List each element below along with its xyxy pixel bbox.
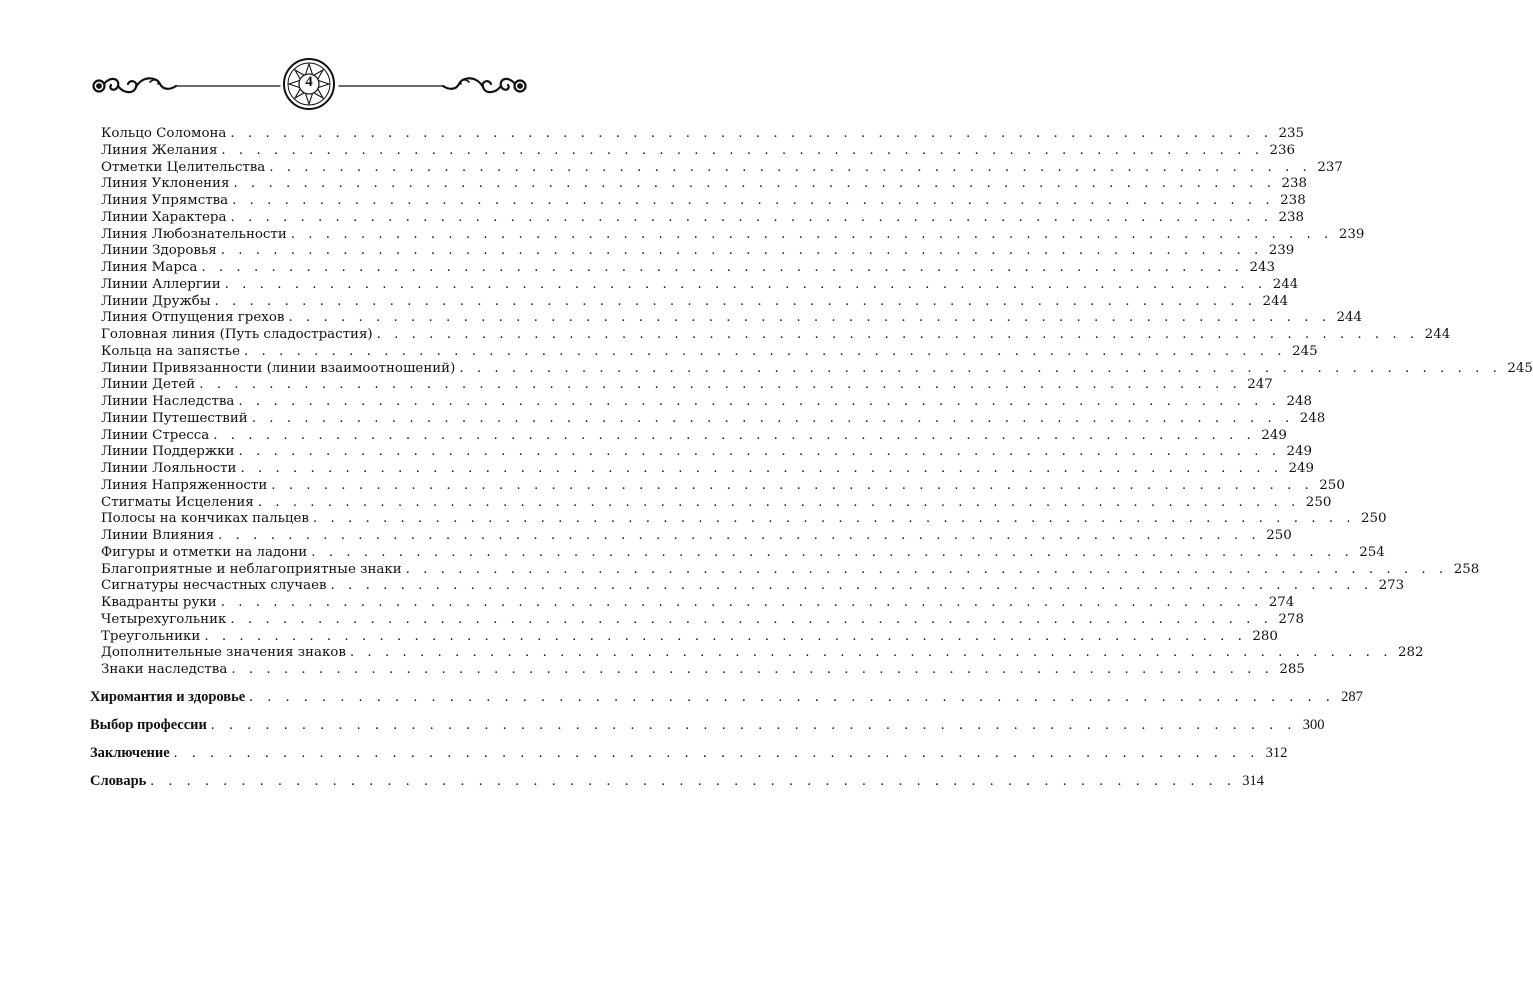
left-scroll-ornament-icon [94,78,281,92]
page-number: 4 [305,74,313,90]
dot-leader: . . . . . . . . . . . . . . . . . . . . . . . . . . . . . . . . . . . . . . . . . . . . . . . . . . . . . . . . . . . . [201,260,1244,275]
toc-entry[interactable] [101,444,1313,460]
toc-entry[interactable] [101,327,1451,343]
toc-entry-page: 238 [1281,176,1308,192]
toc-entry-page: 238 [1280,193,1306,208]
toc-entry-title: Линия Любознательности [101,226,287,242]
toc-entry[interactable] [101,578,1405,594]
toc-chapter[interactable] [90,773,1264,789]
toc-entry[interactable] [101,176,1308,192]
dot-leader: . . . . . . . . . . . . . . . . . . . . . . . . . . . . . . . . . . . . . . . . . . . . . . . . . . . . . . . . . . . . [214,293,1257,309]
dot-leader: . . . . . . . . . . . . . . . . . . . . . . . . . . . . . . . . . . . . . . . . . . . . . . . . . . . . . . . . . . . . [257,494,1300,510]
toc-entry-page: 239 [1268,243,1295,259]
toc-entry-page: 236 [1269,142,1296,158]
toc-entry-title: Линии Поддержки [101,444,235,460]
toc-entry-page: 248 [1286,394,1312,409]
toc-entry-page: 245 [1507,360,1533,376]
toc-entry-title: Кольца на запястье [101,343,241,359]
toc-entry-title: Линии Привязанности (линии взаимоотношений) [101,360,456,376]
toc-entry-title: Линии Дружбы [101,293,211,309]
dot-leader: . . . . . . . . . . . . . . . . . . . . . . . . . . . . . . . . . . . . . . . . . . . . . . . . . . . . . . . . . . . . [221,142,1264,158]
dot-leader: . . . . . . . . . . . . . . . . . . . . . . . . . . . . . . . . . . . . . . . . . . . . . . . . . . . . . . . . . . . . [249,689,1336,705]
toc-chapter-page: 287 [1341,689,1363,705]
dot-leader: . . . . . . . . . . . . . . . . . . . . . . . . . . . . . . . . . . . . . . . . . . . . . . . . . . . . . . . . . . . . [232,193,1275,208]
toc-entry-page: 274 [1268,595,1295,610]
toc-entry-page: 247 [1247,377,1273,393]
toc-entry[interactable] [101,561,1480,578]
toc-entry-title: Фигуры и отметки на ладони [101,544,308,560]
dot-leader: . . . . . . . . . . . . . . . . . . . . . . . . . . . . . . . . . . . . . . . . . . . . . . . . . . . . . . . . . . . . [244,343,1287,359]
toc-entry[interactable] [101,662,1305,678]
toc-chapter-title: Хиромантия и здоровье [90,689,246,705]
toc-entry[interactable] [101,494,1332,511]
dot-leader: . . . . . . . . . . . . . . . . . . . . . . . . . . . . . . . . . . . . . . . . . . . . . . . . . . . . . . . . . . . . [230,209,1273,225]
toc-chapter-title: Заключение [90,745,170,761]
toc-entry-page: 235 [1278,126,1305,141]
dot-leader: . . . . . . . . . . . . . . . . . . . . . . . . . . . . . . . . . . . . . . . . . . . . . . . . . . . . . . . . . . . . [330,578,1373,594]
toc-entry-title: Полосы на кончиках пальцев [101,511,309,527]
toc-entry[interactable] [101,595,1295,611]
toc-chapter-page: 312 [1265,745,1288,761]
toc-entry-title: Линия Марса [101,260,198,275]
toc-entry[interactable] [101,243,1295,259]
toc-entry[interactable] [101,377,1273,393]
toc-entry-title: Линии Наследства [101,394,235,409]
toc-entry-title: Стигматы Исцеления [101,494,254,510]
dot-leader: . . . . . . . . . . . . . . . . . . . . . . . . . . . . . . . . . . . . . . . . . . . . . . . . . . . . . . . . . . . . [220,243,1263,259]
toc-entry-page: 250 [1361,511,1387,527]
dot-leader: . . . . . . . . . . . . . . . . . . . . . . . . . . . . . . . . . . . . . . . . . . . . . . . . . . . . . . . . . . . . [240,461,1283,476]
toc-entry-title: Линии Лояльности [101,461,237,476]
toc-chapter-title: Выбор профессии [90,717,207,733]
toc-entry-page: 244 [1272,276,1299,292]
dot-leader: . . . . . . . . . . . . . . . . . . . . . . . . . . . . . . . . . . . . . . . . . . . . . . . . . . . . . . . . . . . . [459,360,1502,376]
toc-entry[interactable] [101,645,1424,661]
dot-leader: . . . . . . . . . . . . . . . . . . . . . . . . . . . . . . . . . . . . . . . . . . . . . . . . . . . . . . . . . . . . [210,717,1297,733]
toc-entry-page: 250 [1319,477,1345,493]
toc-entry-title: Линии Влияния [101,528,215,543]
toc-entry-title: Кольцо Соломона [101,126,227,141]
dot-leader: . . . . . . . . . . . . . . . . . . . . . . . . . . . . . . . . . . . . . . . . . . . . . . . . . . . . . . . . . . . . [150,773,1237,789]
dot-leader: . . . . . . . . . . . . . . . . . . . . . . . . . . . . . . . . . . . . . . . . . . . . . . . . . . . . . . . . . . . . [204,628,1247,644]
toc-entry-page: 243 [1249,260,1275,275]
dot-leader: . . . . . . . . . . . . . . . . . . . . . . . . . . . . . . . . . . . . . . . . . . . . . . . . . . . . . . . . . . . . [233,176,1276,192]
toc-entry-page: 278 [1278,611,1304,627]
toc-entry-title: Линии Здоровья [101,243,217,259]
toc-chapter[interactable] [90,717,1325,733]
toc-entry-page: 244 [1424,327,1451,342]
dot-leader: . . . . . . . . . . . . . . . . . . . . . . . . . . . . . . . . . . . . . . . . . . . . . . . . . . . . . . . . . . . . [173,745,1260,761]
toc-entry[interactable] [101,360,1533,377]
toc-entry-page: 282 [1397,645,1424,661]
dot-leader: . . . . . . . . . . . . . . . . . . . . . . . . . . . . . . . . . . . . . . . . . . . . . . . . . . . . . . . . . . . . [376,327,1419,342]
toc-chapter-page: 300 [1302,717,1325,733]
toc-entry[interactable] [101,528,1292,544]
toc-entry-title: Линии Детей [101,377,196,393]
toc-entry-page: 238 [1278,209,1305,225]
toc-entry[interactable] [101,394,1312,410]
dot-leader: . . . . . . . . . . . . . . . . . . . . . . . . . . . . . . . . . . . . . . . . . . . . . . . . . . . . . . . . . . . . [218,528,1261,543]
toc-entry[interactable] [101,427,1287,444]
toc-entry[interactable] [101,544,1385,561]
toc-entry-page: 280 [1252,628,1278,644]
toc-entry-title: Сигнатуры несчастных случаев [101,578,327,594]
toc-entry[interactable] [101,611,1304,628]
dot-leader: . . . . . . . . . . . . . . . . . . . . . . . . . . . . . . . . . . . . . . . . . . . . . . . . . . . . . . . . . . . . [269,159,1312,175]
dot-leader: . . . . . . . . . . . . . . . . . . . . . . . . . . . . . . . . . . . . . . . . . . . . . . . . . . . . . . . . . . . . [251,410,1294,426]
dot-leader: . . . . . . . . . . . . . . . . . . . . . . . . . . . . . . . . . . . . . . . . . . . . . . . . . . . . . . . . . . . . [312,511,1355,527]
toc-entry[interactable] [101,226,1365,243]
toc-entry-page: 250 [1266,528,1292,543]
dot-leader: . . . . . . . . . . . . . . . . . . . . . . . . . . . . . . . . . . . . . . . . . . . . . . . . . . . . . . . . . . . . [349,645,1392,661]
toc-entry-page: 248 [1299,410,1326,426]
toc-entry-title: Линия Упрямства [101,193,229,208]
dot-leader: . . . . . . . . . . . . . . . . . . . . . . . . . . . . . . . . . . . . . . . . . . . . . . . . . . . . . . . . . . . . [290,226,1333,242]
toc-entry-title: Линии Стресса [101,427,210,443]
dot-leader: . . . . . . . . . . . . . . . . . . . . . . . . . . . . . . . . . . . . . . . . . . . . . . . . . . . . . . . . . . . . [311,544,1354,560]
toc-entry-title: Линии Характера [101,209,227,225]
toc-entry-title: Линия Уклонения [101,176,230,192]
toc-entry-page: 237 [1317,159,1343,175]
toc-chapter-title: Словарь [90,773,147,789]
toc-entry-page: 239 [1338,226,1365,242]
toc-entry[interactable] [101,193,1306,209]
toc-chapter[interactable] [90,745,1288,761]
toc-entry-title: Благоприятные и неблагоприятные знаки [101,561,402,577]
toc-entry-page: 249 [1261,427,1287,443]
toc-entry-title: Линия Напряженности [101,477,268,493]
toc-entry-title: Линии Путешествий [101,410,248,426]
toc-entry[interactable] [101,461,1315,477]
toc-entry-title: Четырехугольник [101,611,227,627]
toc-entry-page: 250 [1305,494,1332,510]
toc-entry[interactable] [101,276,1299,293]
toc-entry-title: Знаки наследства [101,662,228,677]
dot-leader: . . . . . . . . . . . . . . . . . . . . . . . . . . . . . . . . . . . . . . . . . . . . . . . . . . . . . . . . . . . . [238,444,1281,460]
toc-entry-page: 254 [1359,544,1385,560]
dot-leader: . . . . . . . . . . . . . . . . . . . . . . . . . . . . . . . . . . . . . . . . . . . . . . . . . . . . . . . . . . . . [231,662,1274,677]
toc-entry[interactable] [101,410,1326,427]
toc-entry-page: 244 [1262,293,1289,309]
toc-entry[interactable] [101,142,1296,159]
toc-entry[interactable] [101,310,1363,326]
toc-entry-page: 258 [1453,561,1480,577]
dot-leader: . . . . . . . . . . . . . . . . . . . . . . . . . . . . . . . . . . . . . . . . . . . . . . . . . . . . . . . . . . . . [224,276,1267,292]
toc-entry-title: Головная линия (Путь сладострастия) [101,327,373,342]
dot-leader: . . . . . . . . . . . . . . . . . . . . . . . . . . . . . . . . . . . . . . . . . . . . . . . . . . . . . . . . . . . . [230,126,1273,141]
toc-entry-title: Линии Аллергии [101,276,221,292]
toc-entry[interactable] [101,343,1318,360]
toc-entry-page: 244 [1336,310,1363,326]
toc-entry[interactable] [101,293,1289,310]
toc-entry-page: 273 [1378,578,1405,594]
dot-leader: . . . . . . . . . . . . . . . . . . . . . . . . . . . . . . . . . . . . . . . . . . . . . . . . . . . . . . . . . . . . [238,394,1281,409]
toc-chapter-page: 314 [1242,773,1264,789]
dot-leader: . . . . . . . . . . . . . . . . . . . . . . . . . . . . . . . . . . . . . . . . . . . . . . . . . . . . . . . . . . . . [271,477,1314,493]
toc-entry[interactable] [101,260,1275,276]
toc-chapter[interactable] [90,689,1363,705]
dot-leader: . . . . . . . . . . . . . . . . . . . . . . . . . . . . . . . . . . . . . . . . . . . . . . . . . . . . . . . . . . . . [213,427,1256,443]
toc-entry-page: 249 [1286,444,1313,460]
toc-entry-title: Треугольники [101,628,201,644]
dot-leader: . . . . . . . . . . . . . . . . . . . . . . . . . . . . . . . . . . . . . . . . . . . . . . . . . . . . . . . . . . . . [288,310,1331,326]
toc-entry-page: 249 [1288,461,1315,476]
toc-entry[interactable] [101,209,1305,226]
page-header [0,54,619,116]
dot-leader: . . . . . . . . . . . . . . . . . . . . . . . . . . . . . . . . . . . . . . . . . . . . . . . . . . . . . . . . . . . . [220,595,1263,610]
toc-entry-title: Линия Желания [101,142,218,158]
dot-leader: . . . . . . . . . . . . . . . . . . . . . . . . . . . . . . . . . . . . . . . . . . . . . . . . . . . . . . . . . . . . [405,561,1448,577]
toc-entry[interactable] [101,126,1305,142]
toc-entry[interactable] [101,477,1345,494]
toc-entry-title: Линия Отпущения грехов [101,310,285,326]
toc-entry-title: Дополнительные значения знаков [101,645,346,661]
toc-entry-title: Квадранты руки [101,595,217,610]
toc-entry-page: 285 [1279,662,1305,677]
toc-entry[interactable] [101,159,1343,176]
dot-leader: . . . . . . . . . . . . . . . . . . . . . . . . . . . . . . . . . . . . . . . . . . . . . . . . . . . . . . . . . . . . [199,377,1242,393]
toc-entry[interactable] [101,628,1278,645]
right-scroll-ornament-icon [339,78,526,92]
toc-entry-title: Отметки Целительства [101,159,266,175]
toc-entry[interactable] [101,511,1387,527]
dot-leader: . . . . . . . . . . . . . . . . . . . . . . . . . . . . . . . . . . . . . . . . . . . . . . . . . . . . . . . . . . . . [230,611,1273,627]
toc-entry-page: 245 [1292,343,1318,359]
